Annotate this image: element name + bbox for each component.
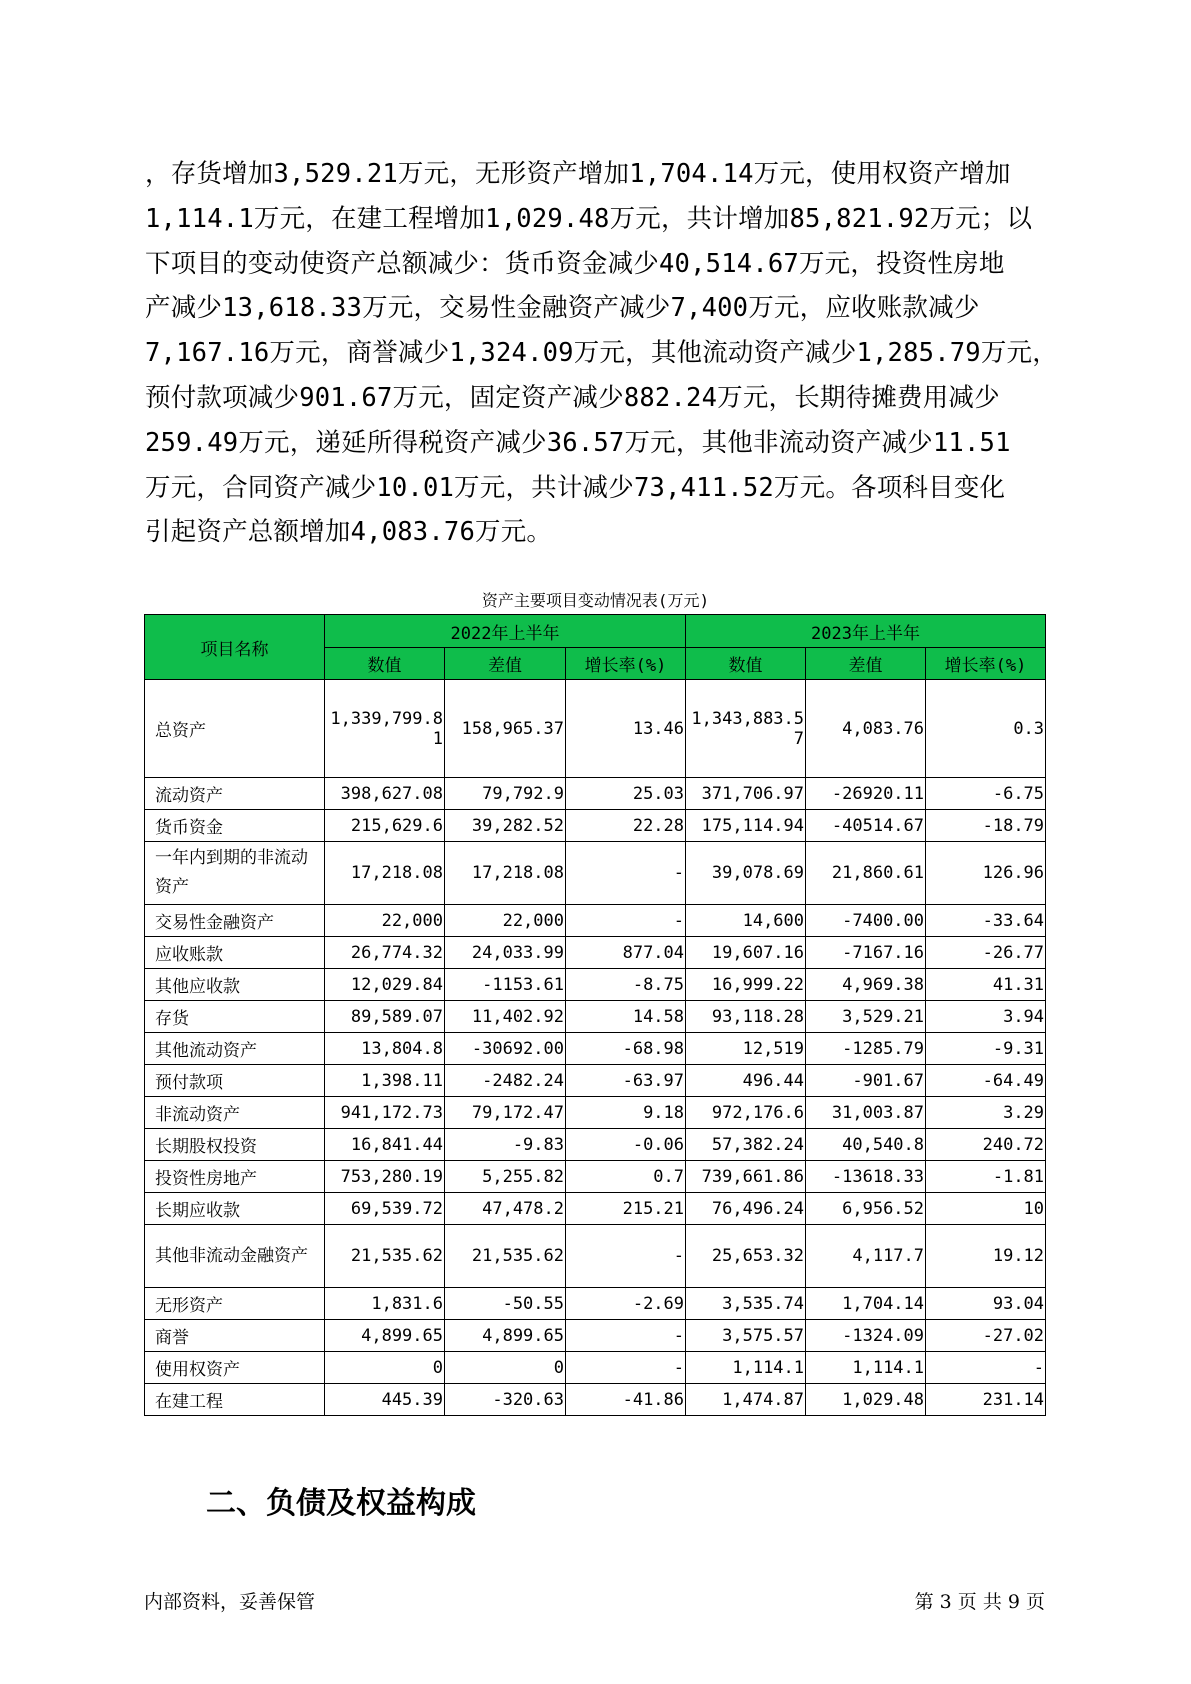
value-2023-cell: 3,575.57 [686, 1320, 806, 1352]
header-rate: 增长率(%) [926, 648, 1046, 680]
table-row [145, 1129, 1046, 1161]
value-2023-cell: 972,176.6 [686, 1097, 806, 1129]
value-2022-cell: 0 [325, 1352, 445, 1384]
table-row [145, 1065, 1046, 1097]
rate-2023-cell: 240.72 [926, 1129, 1046, 1161]
value-2023-cell: 12,519 [686, 1033, 806, 1065]
table-row [145, 1225, 1046, 1288]
header-rate: 增长率(%) [566, 648, 686, 680]
item-name-cell: 货币资金 [145, 810, 325, 842]
paragraph-line: 万元，合同资产减少10.01万元，共计减少73,411.52万元。各项科目变化 [145, 472, 1006, 503]
table-row [145, 905, 1046, 937]
paragraph-line: 产减少13,618.33万元，交易性金融资产减少7,400万元，应收账款减少 [145, 293, 980, 324]
diff-2023-cell: 21,860.61 [806, 842, 926, 905]
body-paragraph [145, 152, 1058, 555]
section-heading: 二、负债及权益构成 [206, 1486, 476, 1521]
value-2022-cell: 215,629.6 [325, 810, 445, 842]
table-header-row [145, 615, 1046, 648]
diff-2022-cell: -2482.24 [445, 1065, 566, 1097]
rate-2022-cell: 0.7 [566, 1161, 686, 1193]
footer-page-number: 第 3 页 共 9 页 [914, 1591, 1045, 1613]
value-2022-cell: 753,280.19 [325, 1161, 445, 1193]
rate-2023-cell: 231.14 [926, 1384, 1046, 1416]
rate-2022-cell: -0.06 [566, 1129, 686, 1161]
diff-2022-cell: 39,282.52 [445, 810, 566, 842]
diff-2023-cell: -1324.09 [806, 1320, 926, 1352]
diff-2023-cell: 31,003.87 [806, 1097, 926, 1129]
rate-2022-cell: -63.97 [566, 1065, 686, 1097]
item-name-cell: 交易性金融资产 [145, 905, 325, 937]
rate-2023-cell: 93.04 [926, 1288, 1046, 1320]
table-row [145, 1033, 1046, 1065]
item-name-cell: 存货 [145, 1001, 325, 1033]
rate-2023-cell: -26.77 [926, 937, 1046, 969]
rate-2023-cell: -27.02 [926, 1320, 1046, 1352]
value-2023-cell: 1,114.1 [686, 1352, 806, 1384]
item-name-cell: 使用权资产 [145, 1352, 325, 1384]
diff-2022-cell: 79,172.47 [445, 1097, 566, 1129]
diff-2022-cell: -30692.00 [445, 1033, 566, 1065]
diff-2023-cell: -40514.67 [806, 810, 926, 842]
table-row [145, 1384, 1046, 1416]
diff-2022-cell: 5,255.82 [445, 1161, 566, 1193]
diff-2023-cell: 1,029.48 [806, 1384, 926, 1416]
value-2023-cell: 14,600 [686, 905, 806, 937]
item-name-cell: 非流动资产 [145, 1097, 325, 1129]
value-2022-cell: 445.39 [325, 1384, 445, 1416]
value-2023-cell: 3,535.74 [686, 1288, 806, 1320]
paragraph-line: 259.49万元，递延所得税资产减少36.57万元，其他非流动资产减少11.51 [145, 427, 1011, 458]
rate-2023-cell: -18.79 [926, 810, 1046, 842]
rate-2022-cell: -41.86 [566, 1384, 686, 1416]
footer-confidential: 内部资料，妥善保管 [144, 1591, 316, 1613]
table-row [145, 1288, 1046, 1320]
diff-2022-cell: 17,218.08 [445, 842, 566, 905]
value-2022-cell: 398,627.08 [325, 778, 445, 810]
rate-2022-cell: - [566, 905, 686, 937]
table-row [145, 1001, 1046, 1033]
item-name-cell: 长期股权投资 [145, 1129, 325, 1161]
value-2022-cell: 1,398.11 [325, 1065, 445, 1097]
value-2023-cell: 175,114.94 [686, 810, 806, 842]
diff-2023-cell: -1285.79 [806, 1033, 926, 1065]
table-row [145, 842, 1046, 905]
value-2022-cell: 89,589.07 [325, 1001, 445, 1033]
diff-2023-cell: 4,117.7 [806, 1225, 926, 1288]
value-2022-cell: 13,804.8 [325, 1033, 445, 1065]
header-period-2023: 2023年上半年 [686, 615, 1046, 648]
diff-2023-cell: 1,114.1 [806, 1352, 926, 1384]
value-2023-cell: 1,343,883.57 [686, 680, 806, 778]
item-name-cell: 一年内到期的非流动资产 [145, 842, 325, 905]
rate-2022-cell: 25.03 [566, 778, 686, 810]
item-name-cell: 总资产 [145, 680, 325, 778]
rate-2023-cell: 10 [926, 1193, 1046, 1225]
header-item-name: 项目名称 [145, 615, 325, 680]
table-row [145, 1097, 1046, 1129]
item-name-cell: 无形资产 [145, 1288, 325, 1320]
value-2022-cell: 1,339,799.81 [325, 680, 445, 778]
table-row [145, 1320, 1046, 1352]
rate-2022-cell: - [566, 1352, 686, 1384]
table-row [145, 680, 1046, 778]
value-2023-cell: 25,653.32 [686, 1225, 806, 1288]
value-2022-cell: 1,831.6 [325, 1288, 445, 1320]
item-name-cell: 长期应收款 [145, 1193, 325, 1225]
rate-2022-cell: - [566, 1225, 686, 1288]
diff-2022-cell: -1153.61 [445, 969, 566, 1001]
item-name-cell: 在建工程 [145, 1384, 325, 1416]
item-name-cell: 投资性房地产 [145, 1161, 325, 1193]
rate-2022-cell: -68.98 [566, 1033, 686, 1065]
diff-2022-cell: 11,402.92 [445, 1001, 566, 1033]
diff-2022-cell: 4,899.65 [445, 1320, 566, 1352]
diff-2022-cell: -50.55 [445, 1288, 566, 1320]
table-row [145, 1193, 1046, 1225]
diff-2023-cell: 40,540.8 [806, 1129, 926, 1161]
diff-2022-cell: -320.63 [445, 1384, 566, 1416]
diff-2022-cell: 24,033.99 [445, 937, 566, 969]
item-name-cell: 流动资产 [145, 778, 325, 810]
value-2022-cell: 17,218.08 [325, 842, 445, 905]
value-2022-cell: 16,841.44 [325, 1129, 445, 1161]
value-2023-cell: 93,118.28 [686, 1001, 806, 1033]
diff-2023-cell: 6,956.52 [806, 1193, 926, 1225]
rate-2023-cell: 3.29 [926, 1097, 1046, 1129]
value-2023-cell: 496.44 [686, 1065, 806, 1097]
asset-change-table [144, 614, 1046, 1416]
value-2022-cell: 22,000 [325, 905, 445, 937]
value-2022-cell: 26,774.32 [325, 937, 445, 969]
rate-2022-cell: 13.46 [566, 680, 686, 778]
rate-2022-cell: 22.28 [566, 810, 686, 842]
diff-2022-cell: -9.83 [445, 1129, 566, 1161]
rate-2023-cell: 3.94 [926, 1001, 1046, 1033]
value-2022-cell: 941,172.73 [325, 1097, 445, 1129]
rate-2023-cell: -33.64 [926, 905, 1046, 937]
rate-2022-cell: 877.04 [566, 937, 686, 969]
rate-2023-cell: -64.49 [926, 1065, 1046, 1097]
item-name-cell: 其他流动资产 [145, 1033, 325, 1065]
rate-2023-cell: 0.3 [926, 680, 1046, 778]
rate-2022-cell: - [566, 842, 686, 905]
rate-2023-cell: 126.96 [926, 842, 1046, 905]
diff-2022-cell: 22,000 [445, 905, 566, 937]
value-2023-cell: 739,661.86 [686, 1161, 806, 1193]
table-row [145, 778, 1046, 810]
table-caption: 资产主要项目变动情况表(万元) [481, 591, 710, 610]
rate-2022-cell: 14.58 [566, 1001, 686, 1033]
value-2022-cell: 4,899.65 [325, 1320, 445, 1352]
diff-2023-cell: -7167.16 [806, 937, 926, 969]
item-name-cell: 商誉 [145, 1320, 325, 1352]
table-body [145, 680, 1046, 1416]
item-name-cell: 其他应收款 [145, 969, 325, 1001]
diff-2023-cell: -26920.11 [806, 778, 926, 810]
diff-2022-cell: 47,478.2 [445, 1193, 566, 1225]
value-2022-cell: 12,029.84 [325, 969, 445, 1001]
paragraph-line: 引起资产总额增加4,083.76万元。 [145, 517, 553, 548]
value-2023-cell: 1,474.87 [686, 1384, 806, 1416]
rate-2022-cell: -8.75 [566, 969, 686, 1001]
value-2023-cell: 39,078.69 [686, 842, 806, 905]
table-row [145, 1161, 1046, 1193]
diff-2023-cell: 4,969.38 [806, 969, 926, 1001]
table-row [145, 969, 1046, 1001]
rate-2023-cell: -1.81 [926, 1161, 1046, 1193]
value-2022-cell: 69,539.72 [325, 1193, 445, 1225]
header-value: 数值 [686, 648, 806, 680]
paragraph-line: 预付款项减少901.67万元，固定资产减少882.24万元，长期待摊费用减少 [145, 382, 1000, 413]
rate-2023-cell: 19.12 [926, 1225, 1046, 1288]
item-name-cell: 预付款项 [145, 1065, 325, 1097]
diff-2022-cell: 158,965.37 [445, 680, 566, 778]
item-name-cell: 应收账款 [145, 937, 325, 969]
header-diff: 差值 [445, 648, 566, 680]
diff-2023-cell: 4,083.76 [806, 680, 926, 778]
value-2023-cell: 76,496.24 [686, 1193, 806, 1225]
diff-2023-cell: 3,529.21 [806, 1001, 926, 1033]
value-2023-cell: 371,706.97 [686, 778, 806, 810]
paragraph-line: 下项目的变动使资产总额减少：货币资金减少40,514.67万元，投资性房地 [145, 248, 1005, 279]
diff-2023-cell: -7400.00 [806, 905, 926, 937]
diff-2022-cell: 21,535.62 [445, 1225, 566, 1288]
diff-2022-cell: 79,792.9 [445, 778, 566, 810]
header-diff: 差值 [806, 648, 926, 680]
header-period-2022: 2022年上半年 [325, 615, 686, 648]
item-name-cell: 其他非流动金融资产 [145, 1225, 325, 1288]
header-value: 数值 [325, 648, 445, 680]
rate-2023-cell: -6.75 [926, 778, 1046, 810]
value-2023-cell: 57,382.24 [686, 1129, 806, 1161]
diff-2023-cell: -13618.33 [806, 1161, 926, 1193]
paragraph-line: 1,114.1万元，在建工程增加1,029.48万元，共计增加85,821.92万元；以 [145, 203, 1033, 234]
value-2023-cell: 19,607.16 [686, 937, 806, 969]
paragraph-line: ，存货增加3,529.21万元，无形资产增加1,704.14万元，使用权资产增加 [145, 159, 1011, 189]
rate-2022-cell: 9.18 [566, 1097, 686, 1129]
rate-2022-cell: 215.21 [566, 1193, 686, 1225]
rate-2023-cell: 41.31 [926, 969, 1046, 1001]
table-row [145, 810, 1046, 842]
paragraph-line: 7,167.16万元，商誉减少1,324.09万元，其他流动资产减少1,285.79万元， [145, 338, 1058, 369]
rate-2022-cell: -2.69 [566, 1288, 686, 1320]
value-2022-cell: 21,535.62 [325, 1225, 445, 1288]
table-row [145, 1352, 1046, 1384]
value-2023-cell: 16,999.22 [686, 969, 806, 1001]
diff-2023-cell: -901.67 [806, 1065, 926, 1097]
diff-2023-cell: 1,704.14 [806, 1288, 926, 1320]
table-row [145, 937, 1046, 969]
rate-2023-cell: -9.31 [926, 1033, 1046, 1065]
rate-2022-cell: - [566, 1320, 686, 1352]
rate-2023-cell: - [926, 1352, 1046, 1384]
diff-2022-cell: 0 [445, 1352, 566, 1384]
